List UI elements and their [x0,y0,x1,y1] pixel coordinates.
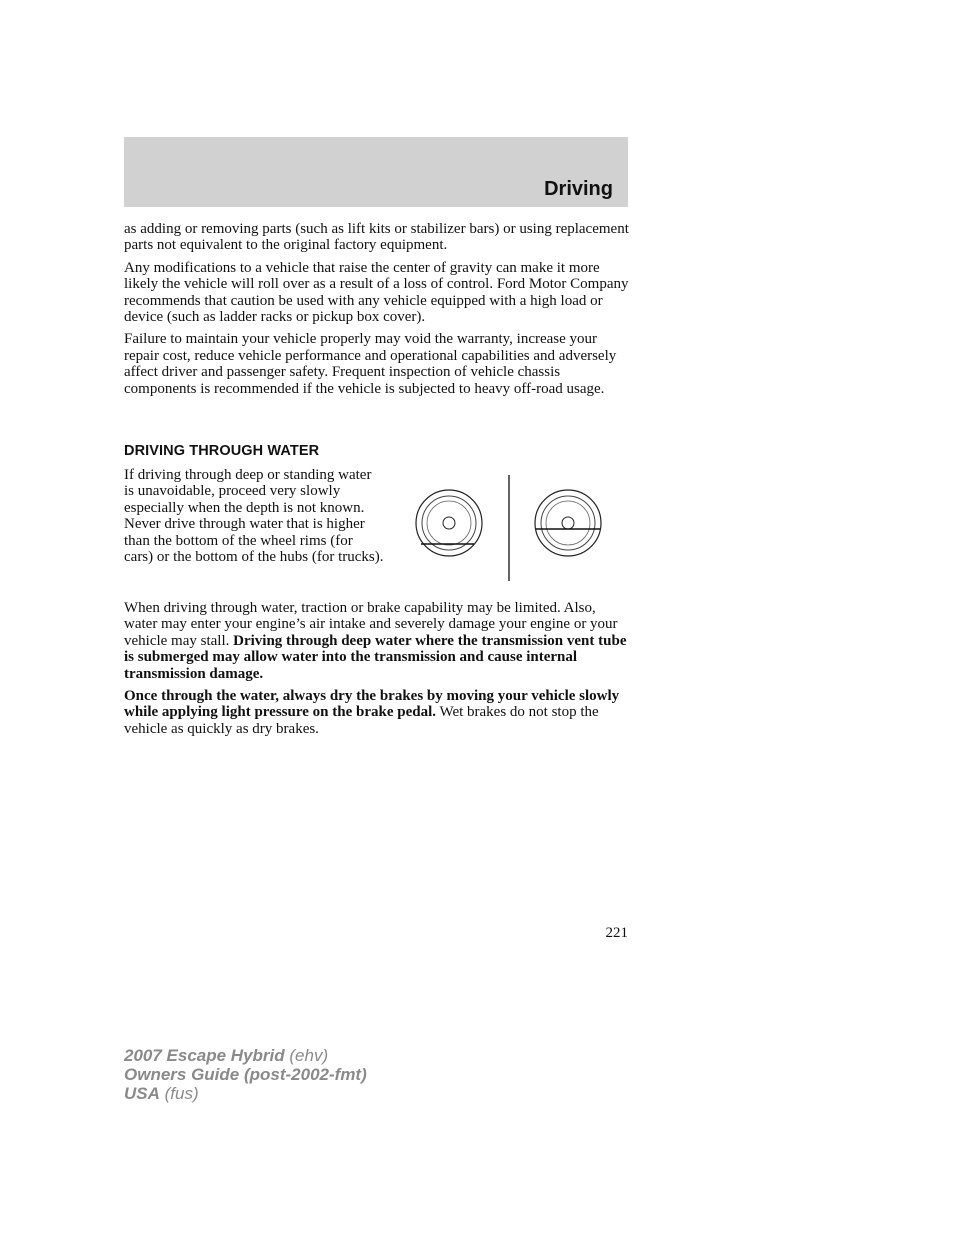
water-intro-text: If driving through deep or standing water is unavoidable, proceed very slowly especially when the depth is not known. Never drive through water that is higher than the bottom of the wheel rims (for cars) or the bottom of the hubs (for trucks). [124,467,384,566]
footer-model-code: (ehv) [289,1046,329,1065]
footer-line-3 [124,1084,367,1103]
section-title: Driving [544,178,613,200]
paragraph-maintenance: Failure to maintain your vehicle properly may void the warranty, increase your repair cost, reduce vehicle performance and operational capabilities and adversely affect driver and passenger safety. Frequent inspection of vehicle chassis components is recommended if the vehicle is subjected to heavy off-road usage. [124,331,617,397]
transmission-warning-text: Driving through deep water where the transmission vent tube is submerged may allow water into the transmission and cause internal transmission damage. [124,632,627,682]
footer-market: USA [124,1084,160,1103]
water-warning-paragraphs [124,600,629,737]
wheel-water-hub-icon [535,490,601,556]
section-heading: DRIVING THROUGH WATER [124,443,320,459]
paragraph-parts: as adding or removing parts (such as lift kits or stabilizer bars) or using replacement parts not equivalent to the original factory equipment. [124,221,629,254]
document-footer [124,1046,367,1103]
footer-line-1 [124,1046,367,1065]
page-number: 221 [605,925,628,941]
section-header-band [124,137,628,207]
paragraph-center-of-gravity: Any modifications to a vehicle that raise the center of gravity can make it more likely the vehicle will roll over as a result of a loss of control. Ford Motor Company recommends that caution be used with any vehicle equipped with a high load or device (such as ladder racks or pickup box cover). [124,259,629,326]
wheel-water-rim-icon [416,490,482,556]
footer-model: 2007 Escape Hybrid [124,1046,285,1065]
paragraph-traction [124,600,629,682]
intro-paragraphs [124,221,629,397]
paragraph-traction-text: When driving through water, traction or brake capability may be limited. Also, water may enter your engine’s air intake and severely damage your engine or your vehicle may stall. [124,600,618,649]
wet-brakes-text: Wet brakes do not stop the vehicle as quickly as dry brakes. [124,704,599,737]
brake-dry-instruction-text: Once through the water, always dry the brakes by moving your vehicle slowly while applying light pressure on the brake pedal. [124,688,620,721]
paragraph-brakes [124,688,629,737]
footer-guide: Owners Guide (post-2002-fmt) [124,1065,367,1084]
wheel-water-depth-illustration [408,473,608,583]
footer-line-2 [124,1065,367,1084]
footer-market-code: (fus) [164,1084,199,1103]
